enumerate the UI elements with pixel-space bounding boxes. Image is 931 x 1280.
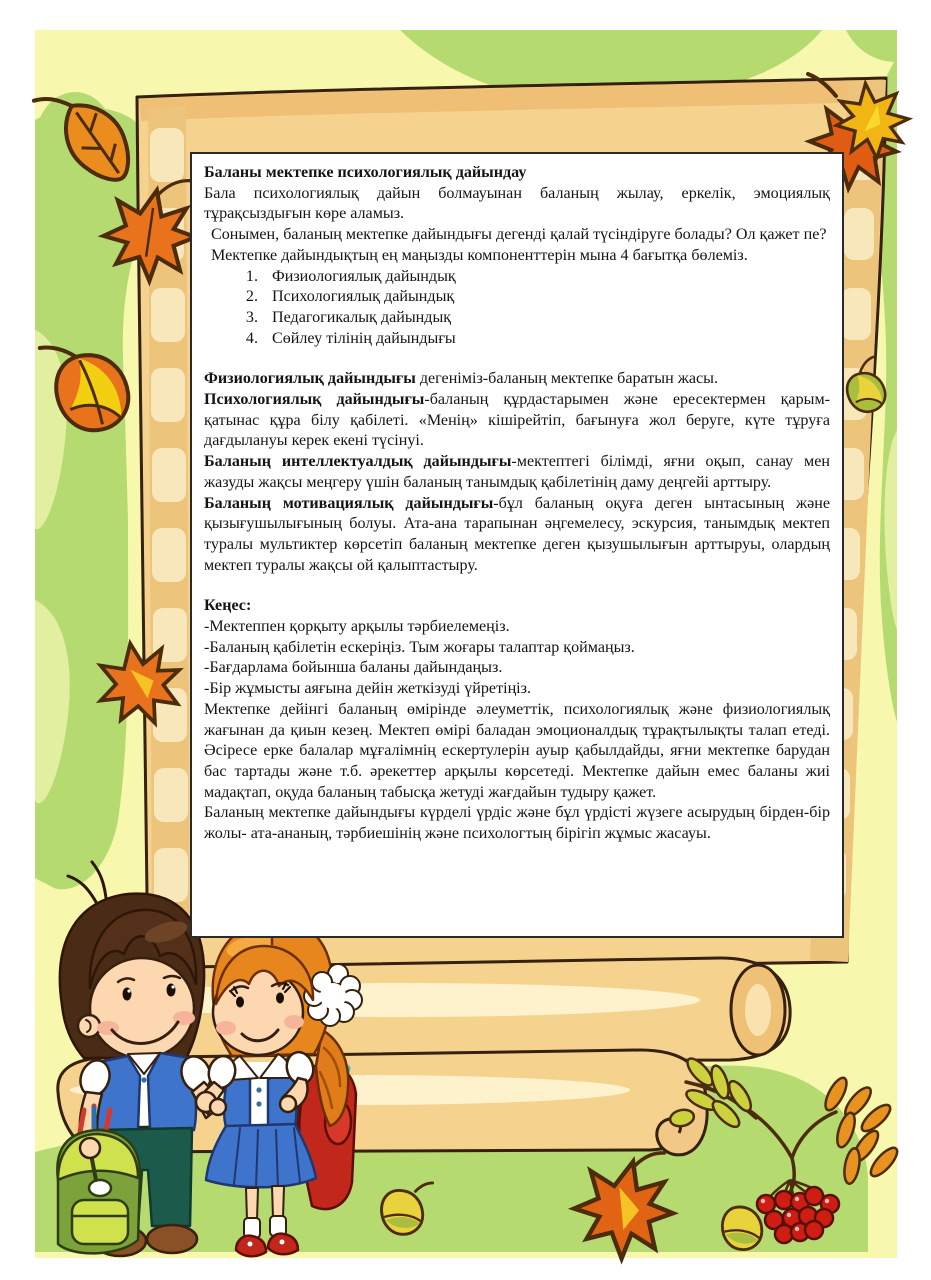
spacer (204, 576, 830, 596)
list-item: 1. Физиологиялық дайындық (262, 267, 830, 288)
definition-lead: Физиологиялық дайындығы (204, 370, 416, 388)
definition-lead: Психологиялық дайындығы (204, 391, 425, 409)
definition-text: дегеніміз-баланың мектепке баратын жасы. (415, 370, 719, 388)
page-title: Баланы мектепке психологиялық дайындау (204, 164, 527, 181)
advice-item: -Бір жұмысты аяғына дейін жеткізуді үйретіңіз. (204, 680, 532, 698)
closing-paragraph: Мектепке дейінгі баланың өмірінде әлеуметтік, психологиялық және физиологиялық жағынан да қиын кезең. Мектеп өмірі баладан эмоционалдық тұрақтылықты талап етеді. Әсіресе ерке балалар мұғалімнің ескертулерін ауыр қабылдайды, яғни мектепке барудан бас тартады және т.б. әрекеттер арқылы көрсетеді. Мектепке дайын емес баланы жиі мадақтап, оқуда баланың табысқа жетуді жағдайын тудыру қажет. (204, 700, 830, 801)
definition-text: -бұл баланың оқуға деген ынтасының және қызығушылығының болуы. Ата-ана тарапынан әңгемелесу, эскурсия, танымдық мектеп туралы мультиктер көрсетіп баланың мектепке деген қызушылығын арттыруы, олардың мектеп туралы жақсы ой қалыптастыру. (204, 494, 831, 574)
definition-paragraph (204, 369, 830, 390)
list-item: 3. Педагогикалық дайындық (262, 308, 830, 329)
intro-paragraph: Бала психологиялық дайын болмауынан баланың жылау, еркелік, эмоциялық тұрақсыздығын көре аламыз. (204, 184, 830, 223)
intro-paragraph: Сонымен, баланың мектепке дайындығы дегенді қалай түсіндіруге болады? Ол қажет пе? (211, 226, 827, 244)
advice-item: -Бағдарлама бойынша баланы дайындаңыз. (204, 659, 503, 677)
components-list (204, 267, 830, 350)
spacer (204, 349, 830, 369)
advice-item: -Мектеппен қорқыту арқылы тәрбиелемеңіз. (204, 618, 510, 636)
document-panel (190, 152, 844, 938)
definition-text: -мектептегі білімді, яғни оқып, санау мен жазуды жақсы меңгеру үшін баланың танымдық қабілетінің даму деңгейі арттыру. (204, 453, 830, 491)
definition-text: -баланың құрдастарымен және ересектермен қарым-қатынас құра білу қабілеті. «Менің» кішірейтіп, бағынуға жол беруге, күте тұруға дағдылануы керек екені түсінуі. (204, 391, 830, 450)
closing-paragraph: Баланың мектепке дайындығы күрделі үрдіс және бұл үрдісті жүзеге асырудың бірден-бір жолы- ата-ананың, тәрбиешінің және психологтың бірігіп жұмыс жасауы. (204, 804, 830, 843)
intro-paragraph: Мектепке дайындықтың ең маңызды компоненттерін мына 4 бағытқа бөлеміз. (211, 246, 748, 264)
advice-heading: Кеңес: (204, 597, 252, 615)
definition-paragraph (204, 494, 830, 577)
definition-paragraph (204, 390, 830, 452)
advice-item: -Баланың қабілетін ескеріңіз. Тым жоғары талаптар қоймаңыз. (204, 638, 635, 656)
definition-lead: Баланың интеллектуалдық дайындығы (204, 453, 512, 471)
definition-lead: Баланың мотивациялық дайындығы (204, 494, 494, 512)
list-item: 4. Сөйлеу тілінің дайындығы (262, 329, 830, 350)
list-item: 2. Психологиялық дайындық (262, 287, 830, 308)
definition-paragraph (204, 452, 830, 493)
